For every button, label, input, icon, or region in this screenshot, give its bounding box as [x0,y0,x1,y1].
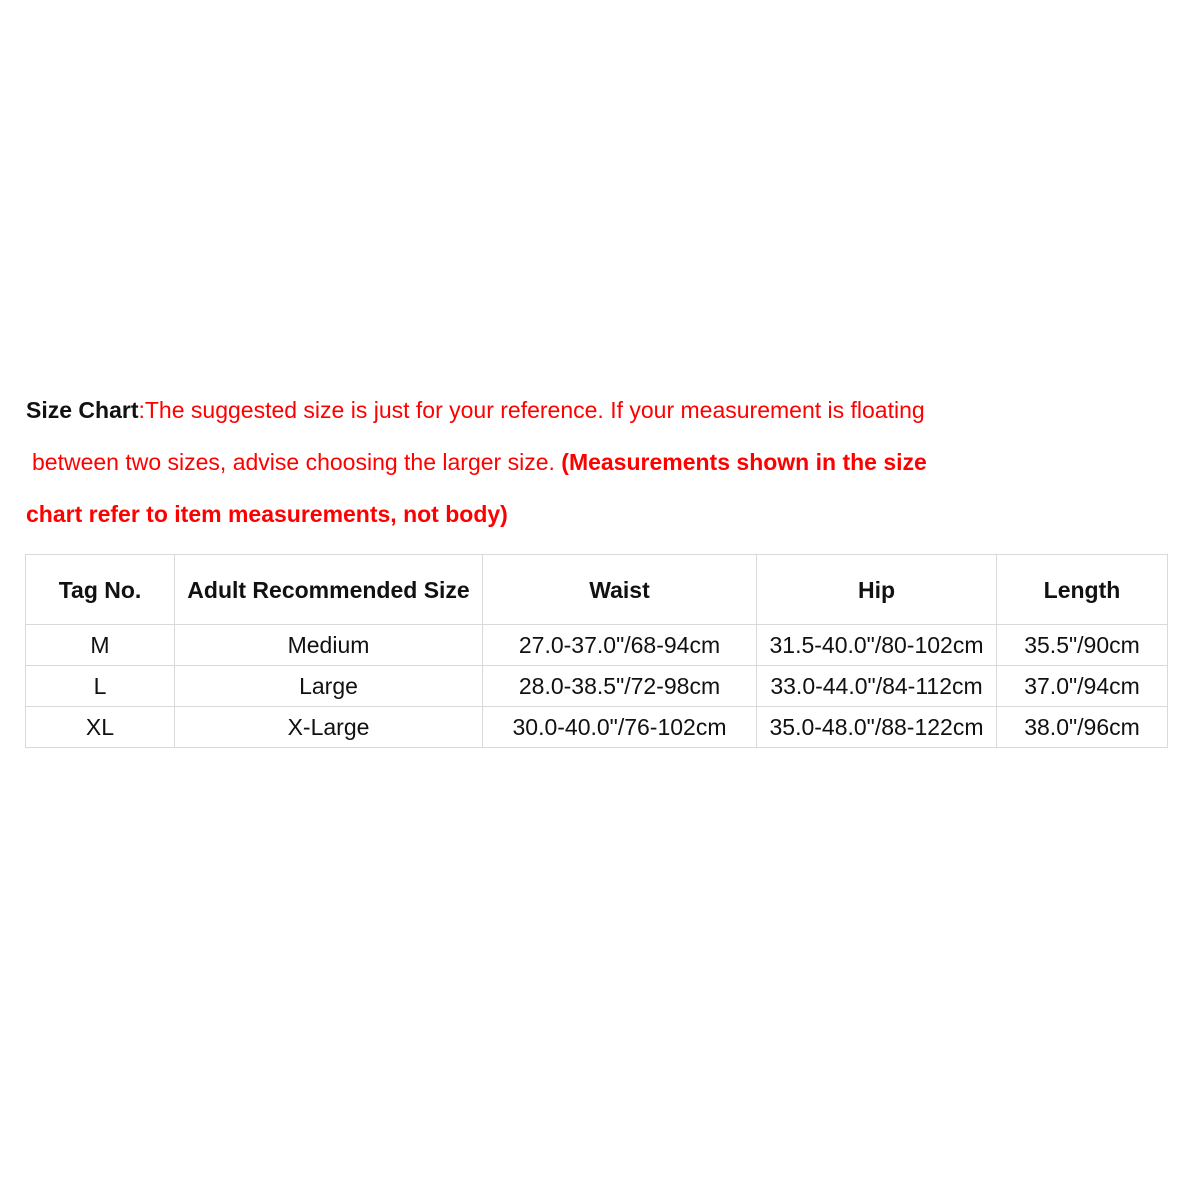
intro-separator: : [138,397,145,423]
table-header-row [26,555,1168,625]
cell-waist: 30.0-40.0"/76-102cm [483,707,757,748]
cell-length: 35.5"/90cm [997,625,1168,666]
intro-note-1: (Measurements shown in the size [561,449,927,475]
intro-note-2: chart refer to item measurements, not body) [26,501,508,527]
intro-line-1 [26,384,1026,436]
cell-tag: XL [26,707,175,748]
intro-text-1: The suggested size is just for your reference. If your measurement is floating [144,397,925,423]
cell-tag: L [26,666,175,707]
header-length: Length [997,555,1168,625]
table-row [26,625,1168,666]
header-hip: Hip [757,555,997,625]
intro-line-2 [32,436,1026,488]
intro-line-3 [26,488,1026,540]
cell-length: 38.0"/96cm [997,707,1168,748]
table-row [26,666,1168,707]
cell-size: Medium [175,625,483,666]
intro-text-2: between two sizes, advise choosing the larger size. [32,449,555,475]
header-waist: Waist [483,555,757,625]
size-chart-lead: Size Chart [26,397,139,423]
cell-size: Large [175,666,483,707]
header-tag-no: Tag No. [26,555,175,625]
table-row [26,707,1168,748]
size-chart-intro [26,384,1026,540]
cell-length: 37.0"/94cm [997,666,1168,707]
cell-hip: 31.5-40.0"/80-102cm [757,625,997,666]
cell-tag: M [26,625,175,666]
size-table [25,554,1168,748]
header-adult-recommended-size: Adult Recommended Size [175,555,483,625]
cell-size: X-Large [175,707,483,748]
cell-waist: 28.0-38.5"/72-98cm [483,666,757,707]
cell-waist: 27.0-37.0"/68-94cm [483,625,757,666]
cell-hip: 35.0-48.0"/88-122cm [757,707,997,748]
cell-hip: 33.0-44.0"/84-112cm [757,666,997,707]
